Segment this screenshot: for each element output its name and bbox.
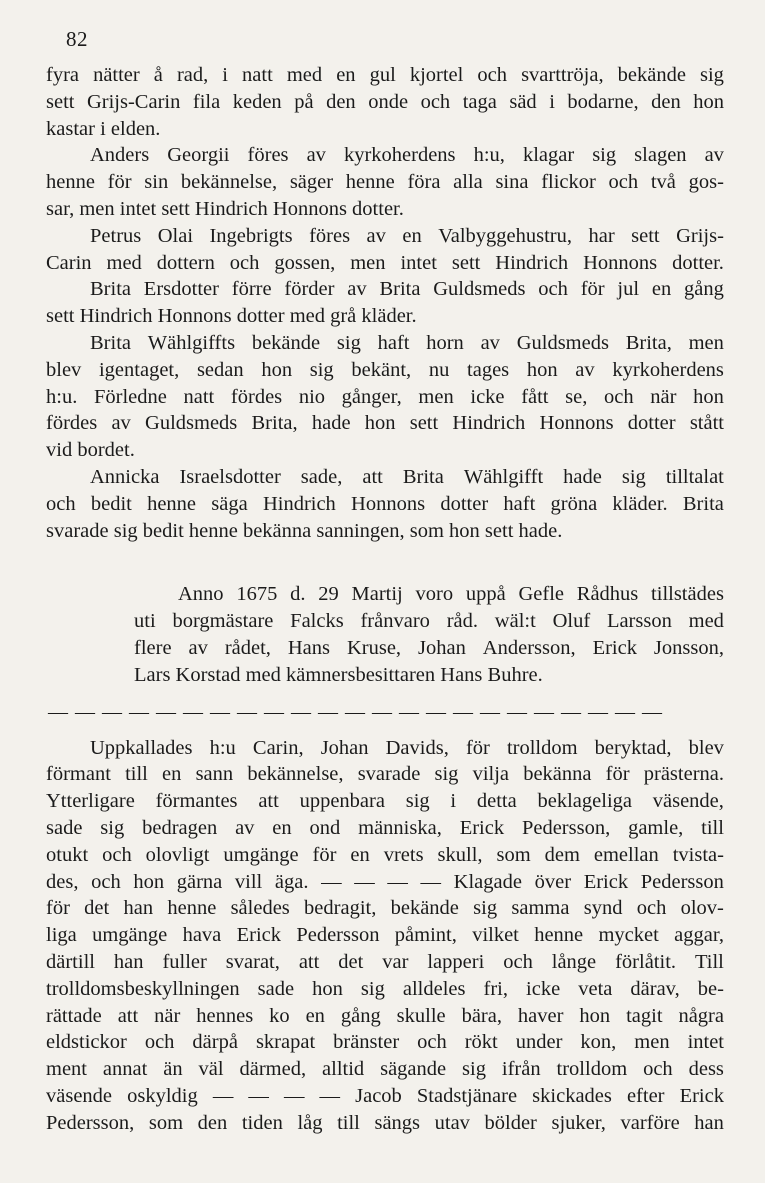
dash-rule: — — — — — — — — — — — — — — — — — — — — — — —: [48, 700, 663, 723]
text-line: sade sig bedragen av en ond människa, Erick Pedersson, gamle, till: [46, 816, 724, 839]
text-line: ment annat än väl därmed, alltid sägande sig ifrån trolldom och dess: [46, 1058, 724, 1081]
text-line: Pedersson, som den tiden låg till sängs utav bölder sjuker, varföre han: [46, 1111, 724, 1134]
text-line: Carin med dottern och gossen, men intet sett Hindrich Honnons dotter.: [46, 251, 724, 274]
text-line: fyra nätter å rad, i natt med en gul kjortel och svarttröja, bekände sig: [46, 64, 724, 86]
text-line: Brita Ersdotter förre förder av Brita Guldsmeds och för jul en gång: [90, 278, 724, 301]
text-line: rättade att när hennes ko en gång skulle bära, haver hon tagit några: [46, 1004, 724, 1027]
body-text: [46, 62, 724, 1136]
testimony-section: [46, 62, 724, 544]
text-line: otukt och olovligt umgänge för en vrets skull, som dem emellan tvista-: [46, 843, 724, 866]
text-line: Ytterligare förmantes att uppenbara sig i detta beklageliga väsende,: [46, 790, 724, 813]
text-line: henne för sin bekännelse, säger henne föra alla sina flickor och två gos-: [46, 171, 724, 194]
text-line: förmant till en sann bekännelse, svarade sig vilja bekänna för prästerna.: [46, 763, 724, 786]
text-line: därtill han fuller svarat, att det var lapperi och långe förlåtit. Till: [46, 950, 724, 973]
text-line: och bedit henne säga Hindrich Honnons dotter haft gröna kläder. Brita: [46, 492, 724, 515]
text-line: Anders Georgii föres av kyrkoherdens h:u, klagar sig slagen av: [90, 144, 724, 167]
text-line: sett Grijs-Carin fila keden på den onde och taga säd i bodarne, den hon: [46, 90, 724, 113]
court-session-heading: [46, 581, 724, 688]
text-line: sett Hindrich Honnons dotter med grå kläder.: [46, 305, 417, 328]
text-line: för det han henne således bedragit, bekände sig samma synd och olov-: [46, 897, 724, 920]
text-line: Petrus Olai Ingebrigts föres av en Valbyggehustru, har sett Grijs-: [90, 224, 724, 247]
text-line: Anno 1675 d. 29 Martij voro uppå Gefle Rådhus tillstädes: [178, 583, 724, 606]
text-line: Annicka Israelsdotter sade, att Brita Wählgifft hade sig tilltalat: [90, 465, 724, 488]
text-line: vid bordet.: [46, 439, 135, 462]
text-line: eldstickor och därpå skrapat bränster och rökt under kon, men intet: [46, 1031, 724, 1054]
text-line: des, och hon gärna vill äga. — — — — Klagade över Erick Pedersson: [46, 870, 724, 893]
text-line: uti borgmästare Falcks frånvaro råd. wäl:t Oluf Larsson med: [134, 610, 724, 633]
interrogation-section: [46, 735, 724, 1137]
text-line: sar, men intet sett Hindrich Honnons dotter.: [46, 197, 404, 220]
text-line: Lars Korstad med kämnersbesittaren Hans Buhre.: [134, 663, 543, 686]
text-line: kastar i elden.: [46, 117, 161, 140]
text-line: h:u. Förledne natt fördes nio gånger, men icke fått se, och när hon: [46, 385, 724, 408]
text-line: fördes av Guldsmeds Brita, hade hon sett Hindrich Honnons dotter stått: [46, 412, 724, 435]
text-line: trolldomsbeskyllningen sade hon sig alldeles fri, icke veta därav, be-: [46, 977, 724, 1000]
text-line: svarade sig bedit henne bekänna sanningen, som hon sett hade.: [46, 519, 563, 542]
text-line: blev igentaget, sedan hon sig bekänt, nu tages hon av kyrkoherdens: [46, 358, 724, 381]
text-line: väsende oskyldig — — — — Jacob Stadstjänare skickades efter Erick: [46, 1084, 724, 1107]
text-line: Brita Wählgiffts bekände sig haft horn av Guldsmeds Brita, men: [90, 331, 724, 354]
text-line: Uppkallades h:u Carin, Johan Davids, för trolldom beryktad, blev: [90, 736, 724, 759]
text-line: flere av rådet, Hans Kruse, Johan Andersson, Erick Jonsson,: [134, 636, 724, 659]
page-number: 82: [66, 27, 88, 51]
text-line: liga umgänge hava Erick Pedersson påmint, vilket henne mycket aggar,: [46, 924, 724, 947]
